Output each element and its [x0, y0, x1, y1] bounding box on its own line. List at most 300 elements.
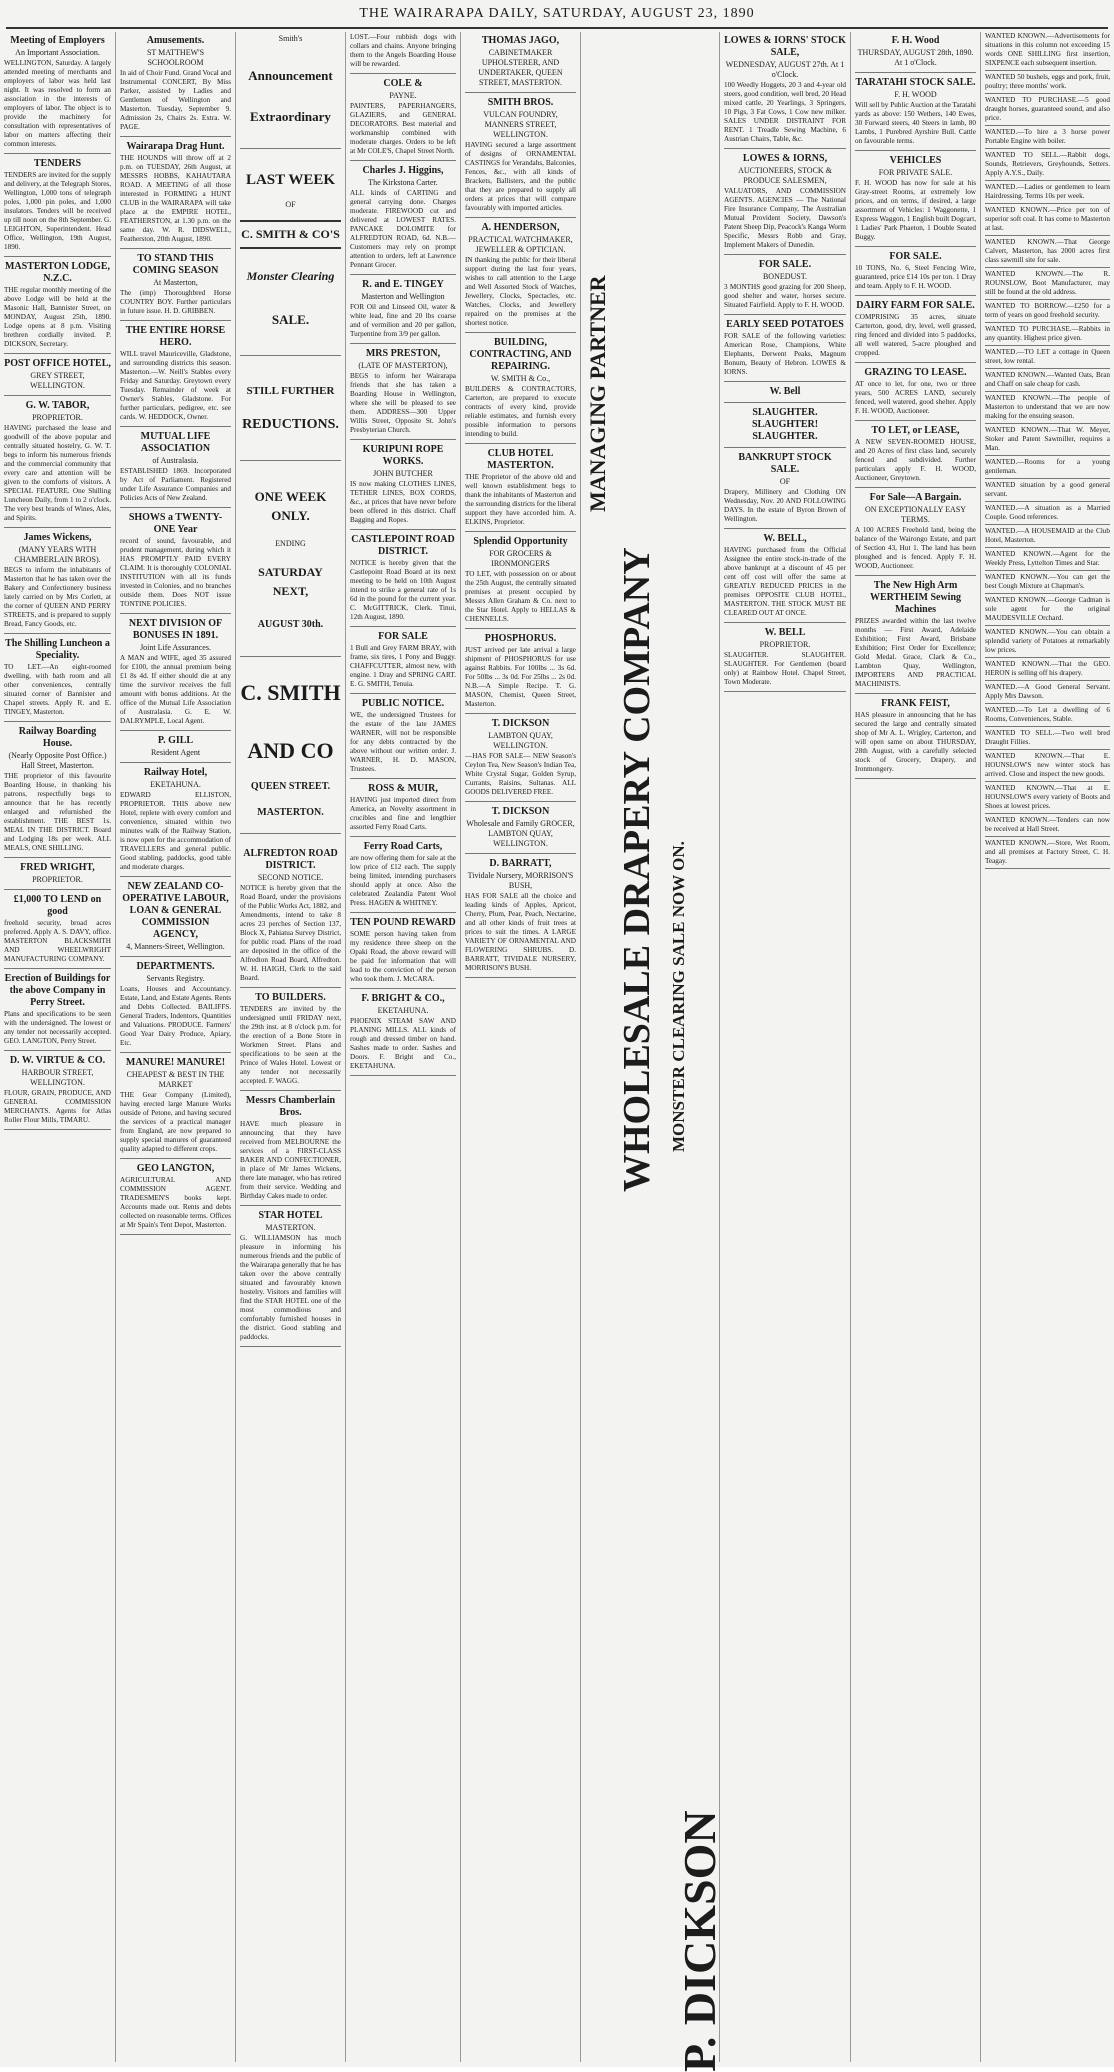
separator	[855, 693, 976, 694]
advert-heading: LOWES & IORNS' STOCK SALE,	[724, 35, 846, 58]
advertisement-block	[724, 627, 846, 692]
advert-body-text: The (imp) Thoroughbred Horse COUNTRY BOY. Further particulars in future issue. H. D. GRIBBEN.	[120, 289, 231, 315]
smith-ending: ENDING	[275, 539, 306, 548]
separator	[240, 656, 341, 657]
advert-subheading: EKETAHUNA.	[150, 780, 201, 789]
advert-heading: SHOWS a TWENTY-ONE Year	[128, 512, 223, 535]
advert-heading: GRAZING TO LEASE.	[864, 367, 967, 378]
advert-heading: James Wickens,	[23, 532, 92, 543]
advert-subheading: SECOND NOTICE.	[257, 873, 324, 882]
separator	[985, 203, 1110, 204]
advert-body-text: FOR Oil and Linseed Oil, water & white lead, fine and 20 lbs coarse and of vermilion and 20 per gallon, Turpentine from 3/9 per gallon.	[350, 303, 456, 338]
advert-body-text: THE HOUNDS will throw off at 2 p.m. on TUESDAY, 26th August, at MESSRS HOBBS, KAHAUTARA ROAD. A MEETING of all those interested in FORMING a HUNT CLUB in the WAIRARAPA will take place at the EMPIRE HOTEL, FEATHERSTON, at 1.30 p.m. on the same day. W. R. DIDSWELL, Featherston, 20th August, 1890.	[120, 154, 231, 243]
advert-subheading: W. SMITH & Co.,	[490, 374, 551, 383]
advertisement-block	[120, 512, 231, 614]
advertisement-block	[350, 78, 456, 161]
separator	[120, 1052, 231, 1053]
advertisement-block	[855, 77, 976, 151]
advert-heading: CASTLEPOINT ROAD DISTRICT.	[351, 534, 455, 557]
separator	[855, 246, 976, 247]
advertisement-block	[350, 33, 456, 74]
advertisement-block	[120, 431, 231, 508]
separator	[985, 322, 1110, 323]
advert-subheading: Joint Life Assurances.	[140, 643, 211, 652]
advert-body-text: In aid of Choir Fund. Grand Vocal and Instrumental CONCERT, By Miss Parker, assisted by Ladies and Gentlemen of Wellington and Masterton. Tuesday, September 9. Admission 2s, Chairs 2s. Extra. W. PAGE.	[120, 69, 231, 131]
advert-body-text: Plans and specifications to be seen with the undersigned. The lowest or any tender not necessarily accepted. GEO. LANGTON, Perry Street.	[4, 1010, 111, 1045]
advertisement-block	[4, 1055, 111, 1130]
advert-subheading: GREY STREET, WELLINGTON.	[30, 371, 85, 390]
advert-subheading: An Important Association.	[15, 48, 100, 57]
separator	[4, 153, 111, 154]
column-7	[720, 32, 850, 2062]
advertisement-block	[350, 698, 456, 779]
advertisement-block	[120, 1057, 231, 1159]
advert-heading: TEN POUND REWARD	[350, 917, 456, 928]
advert-heading: DAIRY FARM FOR SALE.	[856, 300, 975, 311]
advert-subheading: CHEAPEST & BEST IN THE MARKET	[126, 1070, 225, 1089]
separator	[120, 136, 231, 137]
advertisement-block	[350, 841, 456, 913]
column-4	[345, 32, 460, 2062]
separator	[985, 235, 1110, 236]
advertisement-block	[4, 862, 111, 890]
separator	[855, 72, 976, 73]
separator	[985, 391, 1110, 392]
advert-subheading: PROPRIETOR.	[759, 640, 811, 649]
separator	[465, 531, 576, 532]
advert-body-text: HAS pleasure in announcing that he has secured the large and centrally situated shop of Mr A. L. Wrigley, Carterton, and will open same on about THURSDAY, 28th August, with a carefully selected stock of Grocery, Drapery, and Ironmongery.	[855, 711, 976, 773]
advertisement-block	[350, 993, 456, 1076]
advert-body-text: NOTICE is hereby given that the Road Board, under the provisions of the Public Works Act, 1882, and Amendments, intend to take 8 acres 23 perches of Section 137, Block X, Pahiatua Survey District, for public road. Plans of the road are deposited in the office of the Alfredton Road Board, Alfredton. W. H. HAIGH, Clerk to the said Board.	[240, 884, 341, 982]
separator	[4, 633, 111, 634]
separator	[465, 628, 576, 629]
advert-heading: TO STAND THIS COMING SEASON	[132, 253, 219, 276]
separator	[724, 447, 846, 448]
advert-body-text: Drapery, Millinery and Clothing ON Wednesday, Nov. 20 AND FOLLOWING DAYS. In the estate of Byron Brown of Wellington.	[724, 488, 846, 523]
advertisement-block	[4, 261, 111, 354]
advertisement-block	[120, 881, 231, 957]
advertisement-block	[350, 279, 456, 344]
separator	[120, 730, 231, 731]
advertisement-block	[350, 783, 456, 837]
separator	[120, 426, 231, 427]
advert-body-text: NOTICE is hereby given that the Castlepoint Road Board at its next meeting to be held on 10th August intend to strike a general rate of 1s 6d in the pound for the current year. C. McGITTRICK, Clerk. Tinui, 12th August, 1890.	[350, 559, 456, 621]
smith-announcement: Announcement	[248, 68, 333, 83]
advertisement-block	[724, 533, 846, 623]
separator	[350, 274, 456, 275]
advert-body-text: HAVING purchased from the Official Assignee the entire stock-in-trade of the above bankrupt at a discount of 45 per cent off cost will offer the same at GREATLY REDUCED PRICES in the premises OPPOSITE CLUB HOTEL, MASTERTON. THE STOCK MUST BE CLEARED OUT AT ONCE.	[724, 546, 846, 617]
advertisement-block	[465, 222, 576, 333]
wanted-ad: WANTED KNOWN.—That George Calvert, Masterton, has 2000 acres first class sawmill site for sale.	[985, 238, 1110, 264]
advert-subheading: ST MATTHEW'S SCHOOLROOM	[146, 48, 205, 67]
separator	[985, 868, 1110, 869]
advert-heading: FRED WRIGHT,	[20, 862, 95, 873]
advert-body-text: ESTABLISHED 1869. Incorporated by Act of Parliament. Registered under Life Assurance Companies and Policies Acts of New Zealand.	[120, 467, 231, 502]
advert-body-text: 100 Weedly Hoggets, 20 3 and 4-year old steers, good condition, well bred, 20 Head mixed cattle, 20 Yearlings, 3 Springers, 10 Pigs, 3 Fat Cows, 1 Cow new milker. SALES UNDER DISTRAINT FOR RENT. 1 Treadle Sewing Machine, 6 Austrian Chairs, Table, &c.	[724, 81, 846, 143]
smith-queen-street: QUEEN STREET.	[250, 781, 331, 792]
advert-heading: The New High Arm WERTHEIM Sewing Machines	[869, 580, 962, 615]
advert-body-text: ALL kinds of CARTING and general carrying done. Charges moderate. FIREWOOD cut and delivered at LOWEST RATES. PANCAKE DOLOMITE for ALFREDTON ROAD, 6d. N.B.—Customers may rely on prompt attention to orders, left at Lawrence Pennant Grocer.	[350, 189, 456, 269]
advertisement-block	[240, 992, 341, 1091]
advert-heading: MUTUAL LIFE ASSOCIATION	[140, 431, 211, 454]
advert-heading: ROSS & MUIR,	[368, 783, 438, 794]
wanted-ad: WANTED KNOWN.—Agent for the Weekly Press, Lyttelton Times and Star.	[985, 550, 1110, 567]
separator	[4, 256, 111, 257]
advert-body-text: SOME person having taken from my residence three sheep on the Opaki Road, the above reward will be paid for information that will lead to the conviction of the person who took them. J. McCARA.	[350, 930, 456, 983]
wanted-ad: WANTED.—A situation as a Married Couple. Good references.	[985, 504, 1110, 521]
advert-heading: MRS PRESTON,	[365, 348, 441, 359]
column-6-dickson-advert	[580, 32, 725, 2072]
advert-subheading: FOR PRIVATE SALE.	[878, 168, 953, 177]
separator	[724, 148, 846, 149]
advert-body-text: A 100 ACRES Freehold land, being the balance of the Wairongo Estate, and part of Section 43, Hut 1. The land has been ploughed and is fenced. Apply F. H. WOOD, Auctioneer.	[855, 526, 976, 570]
advert-body-text: IS now making CLOTHES LINES, TETHER LINES, BOX CORDS, &c., at prices that have never before been offered in this district. Chaff Bagging and Ropes.	[350, 480, 456, 524]
separator	[120, 1158, 231, 1159]
advertisement-block	[465, 858, 576, 978]
advert-heading: D. W. VIRTUE & CO.	[9, 1055, 106, 1066]
advert-heading: W. Bell	[769, 386, 801, 397]
advert-heading: BANKRUPT STOCK SALE.	[738, 452, 832, 475]
advertisement-block	[4, 638, 111, 722]
advert-heading: THOMAS JAGO,	[481, 35, 560, 46]
separator	[724, 528, 846, 529]
advert-body-text: VALUATORS, AND COMMISSION AGENTS. AGENCIES — The National Fire Insurance Company, The Australian Mutual Provident Society, Dawson's Patent Sheep Dip, Peacock's Kanga Worm Specific, Messrs Robb and Gray, Implement Makers of Dunedin.	[724, 187, 846, 249]
separator	[350, 529, 456, 530]
advert-heading: G. W. TABOR,	[25, 400, 90, 411]
advertisement-block	[724, 35, 846, 149]
separator	[985, 345, 1110, 346]
advert-heading: Ferry Road Carts,	[363, 841, 443, 852]
wanted-ad: WANTED.—TO LET a cottage in Queen street, low rental.	[985, 348, 1110, 365]
separator	[985, 657, 1110, 658]
separator	[350, 439, 456, 440]
wanted-ad: WANTED.—Rooms for a young gentleman.	[985, 458, 1110, 475]
advertisement-block	[465, 97, 576, 218]
advert-heading: TO BUILDERS.	[255, 992, 326, 1003]
advert-heading: EARLY SEED POTATOES	[726, 319, 844, 330]
advert-body-text: JUST arrived per late arrival a large shipment of PHOSPHORUS for use against Rabbits. For 100lbs ... 3s 6d. For 50lbs ... 3s 0d. For 25lbs ... 2s 0d. N.B.—A Simple Recipe. T. G. MASON, Chemist, Queen Street, Masterton.	[465, 646, 576, 708]
wanted-ad: WANTED.—A HOUSEMAID at the Club Hotel, Masterton.	[985, 527, 1110, 544]
separator	[985, 781, 1110, 782]
advert-subheading: ON EXCEPTIONALLY EASY TERMS.	[864, 505, 967, 524]
advertisement-block	[465, 633, 576, 714]
advert-body-text: AT once to let, for one, two or three years, 500 ACRES LAND, securely fenced, well watered, good shelter. Apply F. H. WOOD, Auctioneer.	[855, 380, 976, 415]
advertisement-block	[855, 300, 976, 363]
advert-heading: Meeting of Employers	[10, 35, 105, 46]
advert-body-text: THE Proprietor of the above old and well known establishment begs to thank the inhabitants of Masterton and the surrounding districts for the liberal support they have accorded him. A. ELKINS, Proprietor.	[465, 473, 576, 526]
advertisement-block	[724, 407, 846, 448]
advert-heading: GEO LANGTON,	[136, 1163, 215, 1174]
advert-heading: The Shilling Luncheon a Speciality.	[5, 638, 110, 661]
vertical-p-dickson: P. DICKSON	[674, 1810, 725, 2072]
advert-heading: £1,000 TO LEND on good	[13, 894, 102, 917]
advert-body-text: PAINTERS, PAPERHANGERS, GLAZIERS, and GENERAL DECORATORS. Best material and workmanship combined with moderate charges. Orders to be left at Mr COLE'S, Chapel Street North.	[350, 102, 456, 155]
advert-body-text: TO LET, with possession on or about the 25th August, the centrally situated premises at present occupied by Messrs Allen Graham & Co. next to the Star Hotel. Apply to HELLAS & CHENNELLS.	[465, 570, 576, 623]
advert-subheading: PROPRIETOR.	[32, 413, 83, 422]
advertisement-block	[350, 631, 456, 694]
advert-subheading: The Kirkstona Carter.	[368, 178, 438, 187]
advert-heading: DEPARTMENTS.	[136, 961, 215, 972]
advert-heading: Charles J. Higgins,	[362, 165, 444, 176]
wanted-ad: WANTED situation by a good general servant.	[985, 481, 1110, 498]
advert-heading: W. BELL,	[763, 533, 807, 544]
separator	[240, 460, 341, 461]
advert-heading: POST OFFICE HOTEL,	[4, 358, 111, 369]
advert-body-text: 10 TONS, No. 6, Steel Fencing Wire, guaranteed, price £14 10s per ton. 1 Dray and team. Apply to F. H. WOOD.	[855, 264, 976, 290]
advertisement-block	[855, 580, 976, 694]
separator	[985, 455, 1110, 456]
advert-heading: Messrs Chamberlain Bros.	[245, 1095, 336, 1118]
advert-subheading: JOHN BUTCHER	[373, 469, 433, 478]
advertisement-block	[120, 961, 231, 1053]
advert-body-text: HAVING just imported direct from America, an Novelty assortment in crucibles and fine and lengthier assorted Ferry Road Carts.	[350, 796, 456, 831]
wanted-ad: WANTED TO PURCHASE.—Rabbits in any quantity. Highest price given.	[985, 325, 1110, 342]
advert-body-text: THE proprietor of this favourite Boarding House, in thanking his patrons, respectfully begs to announce that he has recently enlarged and refurnished the establishment. THE BEST 1s. MEAL IN THE DISTRICT. Board and Lodging 18s per week. ALL MEALS, ONE SHILLING.	[4, 772, 111, 852]
smith-extraordinary: Extraordinary	[250, 109, 331, 124]
advertisement-block	[724, 259, 846, 315]
advertisement-block	[465, 718, 576, 802]
advert-heading: Splendid Opportunity	[473, 536, 568, 547]
separator	[985, 93, 1110, 94]
advert-heading: TO LET, or LEASE,	[871, 425, 960, 436]
advert-body-text: PRIZES awarded within the last twelve months — First Award, Adelaide Exhibition; First Award, Brisbane Exhibition; First Order for Excellence; Gold Medal. Grace, Clark & Co., Lambton Quay, Wellington, IMPORTERS AND PRACTICAL MACHINISTS.	[855, 617, 976, 688]
separator	[465, 713, 576, 714]
advert-heading: Wairarapa Drag Hunt.	[126, 141, 225, 152]
advert-subheading: FOR GROCERS & IRONMONGERS	[489, 549, 552, 568]
separator	[724, 381, 846, 382]
advertisement-block	[855, 251, 976, 296]
advertisement-block	[350, 348, 456, 440]
separator	[4, 721, 111, 722]
vertical-managing-partner: MANAGING PARTNER	[585, 275, 610, 512]
separator	[4, 968, 111, 969]
separator	[985, 703, 1110, 704]
advert-subheading: Resident Agent	[150, 748, 201, 757]
advert-heading: COLE &	[383, 78, 423, 89]
separator	[350, 836, 456, 837]
advert-heading: LOWES & IORNS,	[742, 153, 828, 164]
advert-heading: VEHICLES	[889, 155, 942, 166]
advert-body-text: 3 MONTHS good grazing for 200 Sheep, good shelter and water, horses secure. Situated Fairfield. Apply to F. H. WOOD.	[724, 283, 846, 309]
advert-subheading: PAYNE.	[389, 91, 417, 100]
wanted-ad: WANTED KNOWN.—The people of Masterton to understand that we are now making for the ensuing season.	[985, 394, 1110, 420]
advertisement-block	[855, 367, 976, 421]
advert-heading: STAR HOTEL	[258, 1210, 323, 1221]
advert-subheading: (MANY YEARS WITH CHAMBERLAIN BROS).	[14, 545, 101, 564]
separator	[4, 353, 111, 354]
wanted-ad: WANTED KNOWN.—George Cadman is sole agent for the original MAUDESVILLE Orchard.	[985, 596, 1110, 622]
advertisement-block	[120, 35, 231, 137]
smith-label: Smith's	[278, 34, 303, 43]
advert-body-text: HAVING secured a large assortment of designs of ORNAMENTAL CASTINGS for Verandahs, Balconies, Fences, &c., with all kinds of Brackets, Ballisters, and the public that they are prepared to supply all orders at prices that will compare favourably with imported articles.	[465, 141, 576, 212]
advertisement-block	[465, 536, 576, 629]
advertisement-block	[855, 155, 976, 247]
column-2	[115, 32, 235, 2062]
advert-subheading: AUCTIONEERS, STOCK & PRODUCE SALESMEN,	[738, 166, 832, 185]
separator	[350, 912, 456, 913]
advert-subheading: HARBOUR STREET, WELLINGTON.	[21, 1068, 94, 1087]
separator	[350, 626, 456, 627]
smith-last-week: LAST WEEK	[245, 172, 336, 188]
advert-heading: Railway Hotel,	[143, 767, 208, 778]
advert-body-text: Will sell by Public Auction at the Taratahi yards as above: 150 Wethers, 140 Ewes, 30 Forward steers, 40 Steers in lamb, 80 Lambs, 1 Purebred Ayrshire Bull. Cattle on favourable terms.	[855, 101, 976, 145]
separator	[985, 547, 1110, 548]
separator	[985, 148, 1110, 149]
wanted-ad: WANTED KNOWN.—That at E. HOUNSLOW'S every variety of Boots and Shoes at lowest prices.	[985, 784, 1110, 810]
separator	[120, 613, 231, 614]
separator	[724, 314, 846, 315]
separator	[240, 833, 341, 834]
advertisement-block	[4, 400, 111, 528]
advertisement-block	[855, 425, 976, 488]
smith-monster-clearing: Monster Clearing	[246, 269, 335, 283]
wanted-ad: WANTED KNOWN.—Tenders can now be received at Hall Street.	[985, 816, 1110, 833]
wanted-ad: WANTED KNOWN.—You can get the best Cough Mixture at Chapman's.	[985, 573, 1110, 590]
wanted-ad: WANTED TO SELL.—Rabbit dogs, Sounds, Retrievers, Greyhounds, Setters. Apply A.Y.S., Daily.	[985, 151, 1110, 177]
separator	[120, 876, 231, 877]
separator	[4, 1129, 111, 1130]
advert-subheading: PRACTICAL WATCHMAKER, JEWELLER & OPTICIAN.	[468, 235, 573, 254]
advert-body-text: EDWARD ELLISTON, PROPRIETOR. THIS above new Hotel, replete with every comfort and convenience, situated within two minutes walk of the Railway Station, is now open for the accommodation of TRAVELLERS and general public. Good stabling, paddocks, good table and moderate charges.	[120, 791, 231, 871]
separator	[985, 267, 1110, 268]
separator	[120, 762, 231, 763]
advertisement-block	[240, 848, 341, 988]
separator	[240, 355, 341, 356]
column-9-wanted-ads	[980, 32, 1114, 2062]
advert-body-text: COMPRISING 35 acres, situate Carterton, good, dry, level, well grassed, ring fenced and divided into 5 paddocks, all well watered, 5-acre ploughed and cropped.	[855, 313, 976, 357]
advert-subheading: BONEDUST.	[762, 272, 808, 281]
advert-heading: SMITH BROS.	[487, 97, 554, 108]
advertisement-block	[465, 337, 576, 444]
advert-heading: FOR SALE.	[889, 251, 942, 262]
separator	[985, 836, 1110, 837]
advert-subheading: WEDNESDAY, AUGUST 27th. At 1 o'Clock.	[725, 60, 845, 79]
advert-heading: THE ENTIRE HORSE HERO.	[125, 325, 226, 348]
advert-subheading: Tividale Nursery, MORRISON'S BUSH,	[467, 871, 574, 890]
advert-heading: FOR SALE	[378, 631, 428, 642]
advert-body-text: freehold security, broad acres preferred. Apply A. S. DAVY, office. MASTERTON BLACKSMITH AND WHEELWRIGHT MANUFACTURING COMPANY.	[4, 919, 111, 963]
advert-body-text: LOST.—Four rubbish dogs with collars and chains. Anyone bringing them to the Angels Boarding House will be rewarded.	[350, 33, 456, 68]
smith-still-further: STILL FURTHER	[246, 385, 335, 397]
advert-subheading: MASTERTON.	[265, 1223, 316, 1232]
separator	[985, 70, 1110, 71]
advertisement-block	[120, 253, 231, 321]
advert-subheading: (Nearly Opposite Post Office.) Hall Street, Masterton.	[8, 751, 107, 770]
separator	[350, 988, 456, 989]
advertisement-block	[465, 806, 576, 854]
advert-body-text: BUILDERS & CONTRACTORS, Carterton, are prepared to execute contracts of every kind, provide reliable estimates, and furnish every possible information to persons intending to build.	[465, 385, 576, 438]
advertisement-block	[120, 141, 231, 249]
advertisement-block	[240, 1095, 341, 1206]
advert-body-text: TENDERS are invited by the undersigned until FRIDAY next, the 29th inst. at 8 o'clock p.m. for the erection of a Bone Store in Workmen Street. Plans and specifications to be seen at the Prince of Wales Hotel. Lowest or any tender not necessarily accepted. F. WAGG.	[240, 1005, 341, 1085]
advert-body-text: HAVE much pleasure in announcing that they have received from MELBOURNE the services of a FIRST-CLASS BAKER AND CONFECTIONER, in place of Mr James Wickens, there late manager, who has retired from their service. Wedding and Birthday Cakes made to order.	[240, 1120, 341, 1200]
separator	[724, 402, 846, 403]
advert-heading: T. DICKSON	[491, 718, 550, 729]
advert-body-text: BEGS to inform her Wairarapa friends that she has taken a Boarding House in Wellington, where she will be pleased to see them. ADDRESS—300 Upper Willis Street, Opposite St. John's Presbyterian Church.	[350, 372, 456, 434]
advert-body-text: G. WILLIAMSON has much pleasure in informing his numerous friends and the public of the Wairarapa generally that he has taken over the above centrally situated and favourably known hostelry. Visitors and families will find the STAR HOTEL one of the most commodious and comfortably furnished houses in the district. Good stabling and paddocks.	[240, 1234, 341, 1341]
advertisement-block	[120, 618, 231, 731]
smith-sale: SALE.	[271, 312, 310, 327]
separator	[985, 570, 1110, 571]
advert-heading: D. BARRATT,	[489, 858, 552, 869]
masthead-rule	[6, 27, 1108, 29]
wanted-ad: WANTED KNOWN.—Store, Wet Room, and all premises at Factory Street, C. H. Teagay.	[985, 839, 1110, 865]
advertisement-block	[240, 1210, 341, 1347]
wanted-ad: WANTED TO SELL.—Two well bred Draught Fillies.	[985, 729, 1110, 746]
advert-heading: Amusements.	[146, 35, 205, 46]
advert-heading: A. HENDERSON,	[481, 222, 560, 233]
vertical-wholesale-drapery: WHOLESALE DRAPERY COMPANY	[616, 547, 658, 1192]
separator	[985, 524, 1110, 525]
advert-body-text: HAS FOR SALE all the choice and leading kinds of Apples, Apricot, Cherry, Plum, Pear, Peach, Nectarine, and all other kinds of fruit trees at prices to suit the times. A LARGE VARIETY OF ORNAMENTAL AND FLOWERING SHRUBS. D. BARRATT, TIVIDALE NURSERY, MORRISON'S BUSH.	[465, 892, 576, 972]
advert-heading: MANURE! MANURE!	[125, 1057, 226, 1068]
wanted-ad: WANTED.—A Good General Servant. Apply Mrs Dawson.	[985, 683, 1110, 700]
wanted-ad: WANTED KNOWN.—You can obtain a splendid variety of Potatoes at remarkably low prices.	[985, 628, 1110, 654]
separator	[4, 527, 111, 528]
separator	[724, 622, 846, 623]
advertisement-block	[465, 35, 576, 93]
wanted-ad: WANTED.—Ladies or gentlemen to learn Hairdressing. Terms 10s per week.	[985, 183, 1110, 200]
wanted-ad: WANTED KNOWN.—Price per ton of superior soft coal. It has come to Masterton at last.	[985, 206, 1110, 232]
separator	[120, 1234, 231, 1235]
advert-heading: R. and E. TINGEY	[362, 279, 444, 290]
advert-heading: ALFREDTON ROAD DISTRICT.	[243, 848, 338, 871]
advert-heading: P. GILL	[157, 735, 194, 746]
wanted-ad: WANTED.—To Let a dwelling of 6 Rooms, Conveniences, Stable.	[985, 706, 1110, 723]
separator	[350, 160, 456, 161]
column-1	[0, 32, 115, 2062]
advert-subheading: EKETAHUNA.	[377, 1006, 429, 1015]
wanted-ad: WANTED TO BORROW.—£250 for a term of years on good freehold security.	[985, 302, 1110, 319]
advert-heading: CLUB HOTEL MASTERTON.	[487, 448, 554, 471]
advert-heading: MASTERTON LODGE, N.Z.C.	[4, 261, 111, 284]
masthead-title: THE WAIRARAPA DAILY, SATURDAY, AUGUST 23, 1890	[359, 6, 755, 21]
advert-heading: F. BRIGHT & CO.,	[361, 993, 445, 1004]
separator	[855, 362, 976, 363]
smith-one-week-only: ONE WEEK ONLY.	[254, 489, 327, 523]
advert-heading: NEW ZEALAND CO-OPERATIVE LABOUR, LOAN & GENERAL COMMISSION AGENCY,	[122, 881, 229, 940]
wanted-ad: WANTED KNOWN.—That the GEO. HERON is selling off his drapery.	[985, 660, 1110, 677]
smith-firm-name: C. SMITH & CO'S	[240, 220, 341, 249]
separator	[855, 150, 976, 151]
separator	[350, 73, 456, 74]
separator	[985, 625, 1110, 626]
advert-body-text: BEGS to inform the inhabitants of Masterton that he has taken over the Bakery and Confectionery business lately carried on by Mrs Corlett, at the corner of QUEEN AND PERRY STREETS, and is prepared to supply Bread, Fancy Goods, etc.	[4, 566, 111, 628]
column-5	[460, 32, 580, 2062]
advert-body-text: —HAS FOR SALE— NEW Season's Ceylon Tea, New Season's Indian Tea, White Crystal Sugar, Golden Syrup, Currants, Raisins, Sultanas. ALL GOODS DELIVERED FREE.	[465, 752, 576, 796]
advert-subheading: of Australasia.	[152, 456, 199, 465]
column-3-notices	[240, 848, 341, 1347]
smith-date: AUGUST 30th.	[257, 619, 324, 630]
advertisement-block	[4, 973, 111, 1051]
separator	[4, 857, 111, 858]
advert-body-text: FOR SALE of the following varieties: American Rose, Champions, White Elephants, Derwent Peaks, Magnum Bonum, Beauty of Hebron. LOWES & IORNS.	[724, 332, 846, 376]
separator	[724, 254, 846, 255]
wanted-ad: WANTED KNOWN.—The R. ROUNSLOW, Boot Manufacturer, may still be found at the old address.	[985, 270, 1110, 296]
separator	[985, 299, 1110, 300]
advert-heading: SLAUGHTER. SLAUGHTER! SLAUGHTER.	[751, 407, 819, 442]
smith-saturday-next: SATURDAY NEXT,	[258, 565, 323, 598]
advert-subheading: PROPRIETOR.	[32, 875, 83, 884]
advertisement-block	[724, 153, 846, 255]
separator	[985, 180, 1110, 181]
smith-and-co: AND CO	[247, 738, 334, 763]
advertisement-block	[4, 532, 111, 634]
separator	[465, 853, 576, 854]
advert-subheading: OF	[779, 477, 791, 486]
advert-body-text: A NEW SEVEN-ROOMED HOUSE, and 20 Acres of first class land, securely fenced and subdivided. Further particulars apply F. H. WOOD, Auctioneer, Greytown.	[855, 438, 976, 482]
advert-body-text: THE regular monthly meeting of the above Lodge will be held at the Masonic Hall, Bannister Street, on MONDAY, August 25th, 1890. Lodge opens at 8 p.m. Visiting brethren cordially invited. P. DICKSON, Secretary.	[4, 286, 111, 348]
